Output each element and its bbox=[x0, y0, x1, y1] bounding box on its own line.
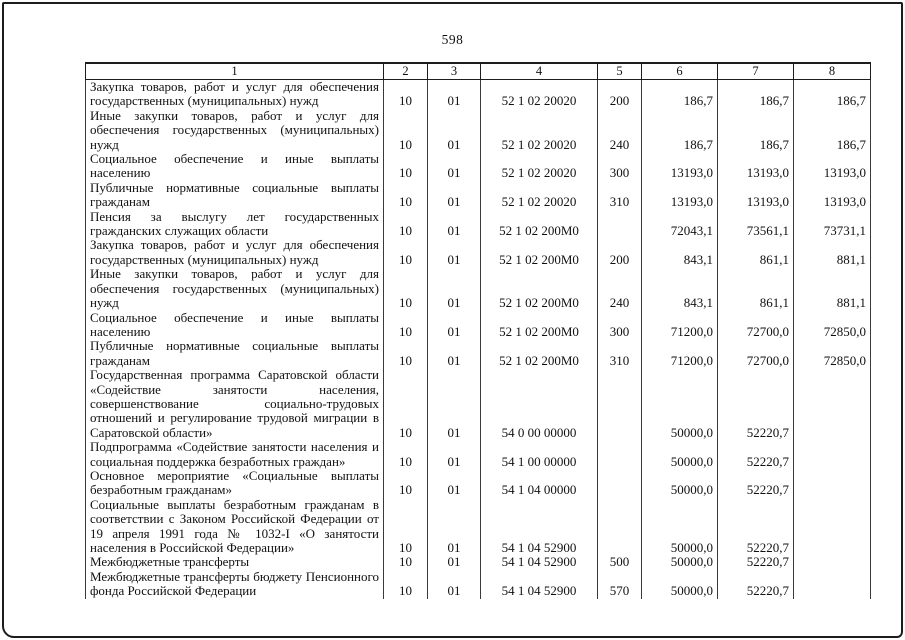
cell-amount-year2: 52220,7 bbox=[718, 440, 794, 469]
cell-expense-type: 240 bbox=[598, 109, 642, 152]
cell-subsection: 01 bbox=[428, 238, 481, 267]
cell-subsection: 01 bbox=[428, 339, 481, 368]
cell-expense-type bbox=[598, 469, 642, 498]
cell-target-article: 52 1 02 200М0 bbox=[481, 267, 598, 310]
header-cell-7: 7 bbox=[718, 63, 794, 80]
header-cell-8: 8 bbox=[794, 63, 871, 80]
cell-section: 10 bbox=[384, 210, 428, 239]
cell-amount-year3: 881,1 bbox=[794, 267, 871, 310]
cell-amount-year1: 13193,0 bbox=[642, 152, 718, 181]
cell-expense-name: Публичные нормативные социальные выплаты гражданам bbox=[86, 339, 384, 368]
cell-expense-type: 200 bbox=[598, 80, 642, 109]
table-row bbox=[86, 80, 871, 109]
cell-amount-year2: 186,7 bbox=[718, 80, 794, 109]
cell-target-article: 52 1 02 20020 bbox=[481, 80, 598, 109]
cell-amount-year1: 50000,0 bbox=[642, 440, 718, 469]
cell-amount-year2: 13193,0 bbox=[718, 152, 794, 181]
cell-amount-year3: 13193,0 bbox=[794, 181, 871, 210]
cell-amount-year2: 52220,7 bbox=[718, 570, 794, 599]
cell-expense-type: 200 bbox=[598, 238, 642, 267]
table-row bbox=[86, 498, 871, 556]
cell-amount-year3: 186,7 bbox=[794, 109, 871, 152]
cell-expense-name: Иные закупки товаров, работ и услуг для обеспечения государственных (муниципальных) нужд bbox=[86, 267, 384, 310]
header-cell-4: 4 bbox=[481, 63, 598, 80]
table-row bbox=[86, 311, 871, 340]
cell-expense-type bbox=[598, 440, 642, 469]
header-cell-5: 5 bbox=[598, 63, 642, 80]
cell-subsection: 01 bbox=[428, 80, 481, 109]
cell-amount-year2: 186,7 bbox=[718, 109, 794, 152]
cell-target-article: 52 1 02 200М0 bbox=[481, 210, 598, 239]
cell-amount-year1: 186,7 bbox=[642, 80, 718, 109]
cell-amount-year2: 72700,0 bbox=[718, 339, 794, 368]
cell-section: 10 bbox=[384, 498, 428, 556]
table-row bbox=[86, 570, 871, 599]
table-header-row bbox=[86, 63, 871, 80]
cell-amount-year3: 72850,0 bbox=[794, 311, 871, 340]
cell-expense-name: Государственная программа Саратовской области «Содействие занятости населения, совершенствование социально-трудовых отношений и регулирование трудовой миграции в Саратовской области» bbox=[86, 368, 384, 440]
cell-section: 10 bbox=[384, 152, 428, 181]
header-cell-2: 2 bbox=[384, 63, 428, 80]
cell-expense-name: Основное мероприятие «Социальные выплаты безработным гражданам» bbox=[86, 469, 384, 498]
cell-expense-type bbox=[598, 368, 642, 440]
cell-amount-year1: 71200,0 bbox=[642, 311, 718, 340]
cell-amount-year1: 72043,1 bbox=[642, 210, 718, 239]
cell-amount-year1: 843,1 bbox=[642, 238, 718, 267]
cell-amount-year1: 50000,0 bbox=[642, 368, 718, 440]
cell-amount-year3: 73731,1 bbox=[794, 210, 871, 239]
cell-amount-year2: 72700,0 bbox=[718, 311, 794, 340]
cell-amount-year2: 861,1 bbox=[718, 238, 794, 267]
cell-amount-year1: 50000,0 bbox=[642, 498, 718, 556]
cell-expense-name: Закупка товаров, работ и услуг для обеспечения государственных (муниципальных) нужд bbox=[86, 238, 384, 267]
cell-amount-year3 bbox=[794, 498, 871, 556]
cell-expense-name: Пенсия за выслугу лет государственных гражданских служащих области bbox=[86, 210, 384, 239]
cell-amount-year1: 843,1 bbox=[642, 267, 718, 310]
cell-amount-year2: 52220,7 bbox=[718, 555, 794, 569]
document-page bbox=[2, 2, 903, 638]
cell-subsection: 01 bbox=[428, 570, 481, 599]
cell-subsection: 01 bbox=[428, 368, 481, 440]
cell-target-article: 52 1 02 200М0 bbox=[481, 339, 598, 368]
table-row bbox=[86, 555, 871, 569]
cell-target-article: 52 1 02 20020 bbox=[481, 152, 598, 181]
cell-expense-name: Межбюджетные трансферты bbox=[86, 555, 384, 569]
cell-expense-name: Социальное обеспечение и иные выплаты населению bbox=[86, 311, 384, 340]
cell-section: 10 bbox=[384, 109, 428, 152]
cell-amount-year3: 881,1 bbox=[794, 238, 871, 267]
header-cell-6: 6 bbox=[642, 63, 718, 80]
cell-amount-year1: 50000,0 bbox=[642, 469, 718, 498]
cell-amount-year1: 186,7 bbox=[642, 109, 718, 152]
cell-section: 10 bbox=[384, 555, 428, 569]
cell-amount-year2: 52220,7 bbox=[718, 498, 794, 556]
header-cell-3: 3 bbox=[428, 63, 481, 80]
cell-amount-year3 bbox=[794, 555, 871, 569]
cell-target-article: 54 1 04 00000 bbox=[481, 469, 598, 498]
cell-amount-year2: 73561,1 bbox=[718, 210, 794, 239]
table-row bbox=[86, 238, 871, 267]
cell-amount-year3 bbox=[794, 570, 871, 599]
cell-subsection: 01 bbox=[428, 152, 481, 181]
header-cell-1: 1 bbox=[86, 63, 384, 80]
cell-target-article: 52 1 02 20020 bbox=[481, 181, 598, 210]
cell-amount-year3: 13193,0 bbox=[794, 152, 871, 181]
cell-amount-year3 bbox=[794, 368, 871, 440]
cell-section: 10 bbox=[384, 440, 428, 469]
cell-expense-type: 300 bbox=[598, 311, 642, 340]
cell-section: 10 bbox=[384, 181, 428, 210]
cell-expense-type: 310 bbox=[598, 181, 642, 210]
cell-expense-type: 310 bbox=[598, 339, 642, 368]
cell-amount-year3 bbox=[794, 469, 871, 498]
cell-target-article: 54 1 00 00000 bbox=[481, 440, 598, 469]
cell-section: 10 bbox=[384, 368, 428, 440]
cell-expense-type: 240 bbox=[598, 267, 642, 310]
cell-section: 10 bbox=[384, 267, 428, 310]
cell-target-article: 52 1 02 20020 bbox=[481, 109, 598, 152]
cell-expense-name: Социальное обеспечение и иные выплаты населению bbox=[86, 152, 384, 181]
cell-target-article: 54 1 04 52900 bbox=[481, 555, 598, 569]
cell-amount-year1: 50000,0 bbox=[642, 570, 718, 599]
cell-section: 10 bbox=[384, 238, 428, 267]
cell-amount-year2: 13193,0 bbox=[718, 181, 794, 210]
cell-amount-year1: 71200,0 bbox=[642, 339, 718, 368]
cell-subsection: 01 bbox=[428, 210, 481, 239]
cell-amount-year3 bbox=[794, 440, 871, 469]
cell-amount-year2: 52220,7 bbox=[718, 368, 794, 440]
cell-expense-type: 500 bbox=[598, 555, 642, 569]
table-body bbox=[86, 80, 871, 599]
cell-target-article: 54 1 04 52900 bbox=[481, 498, 598, 556]
cell-amount-year2: 52220,7 bbox=[718, 469, 794, 498]
cell-subsection: 01 bbox=[428, 469, 481, 498]
budget-table bbox=[85, 62, 871, 599]
cell-section: 10 bbox=[384, 311, 428, 340]
cell-expense-type bbox=[598, 498, 642, 556]
cell-expense-type: 300 bbox=[598, 152, 642, 181]
table-row bbox=[86, 368, 871, 440]
table-row bbox=[86, 440, 871, 469]
cell-subsection: 01 bbox=[428, 267, 481, 310]
cell-expense-type bbox=[598, 210, 642, 239]
table-row bbox=[86, 267, 871, 310]
cell-target-article: 52 1 02 200М0 bbox=[481, 238, 598, 267]
cell-expense-name: Подпрограмма «Содействие занятости населения и социальная поддержка безработных граждан» bbox=[86, 440, 384, 469]
table-row bbox=[86, 181, 871, 210]
cell-target-article: 54 1 04 52900 bbox=[481, 570, 598, 599]
cell-section: 10 bbox=[384, 80, 428, 109]
cell-expense-name: Закупка товаров, работ и услуг для обеспечения государственных (муниципальных) нужд bbox=[86, 80, 384, 109]
table-row bbox=[86, 109, 871, 152]
cell-expense-type: 570 bbox=[598, 570, 642, 599]
cell-subsection: 01 bbox=[428, 440, 481, 469]
table-row bbox=[86, 339, 871, 368]
table-row bbox=[86, 210, 871, 239]
cell-amount-year3: 72850,0 bbox=[794, 339, 871, 368]
cell-expense-name: Публичные нормативные социальные выплаты гражданам bbox=[86, 181, 384, 210]
table-row bbox=[86, 469, 871, 498]
cell-expense-name: Межбюджетные трансферты бюджету Пенсионного фонда Российской Федерации bbox=[86, 570, 384, 599]
cell-section: 10 bbox=[384, 469, 428, 498]
cell-amount-year1: 13193,0 bbox=[642, 181, 718, 210]
cell-section: 10 bbox=[384, 339, 428, 368]
cell-amount-year2: 861,1 bbox=[718, 267, 794, 310]
cell-subsection: 01 bbox=[428, 109, 481, 152]
cell-amount-year1: 50000,0 bbox=[642, 555, 718, 569]
cell-amount-year3: 186,7 bbox=[794, 80, 871, 109]
cell-section: 10 bbox=[384, 570, 428, 599]
cell-expense-name: Социальные выплаты безработным гражданам в соответствии с Законом Российской Федерации от 19 апреля 1991 года № 1032-I «О занятости населения в Российской Федерации» bbox=[86, 498, 384, 556]
table-row bbox=[86, 152, 871, 181]
page-number: 598 bbox=[441, 32, 464, 47]
cell-subsection: 01 bbox=[428, 555, 481, 569]
cell-target-article: 52 1 02 200М0 bbox=[481, 311, 598, 340]
cell-subsection: 01 bbox=[428, 311, 481, 340]
cell-subsection: 01 bbox=[428, 498, 481, 556]
cell-subsection: 01 bbox=[428, 181, 481, 210]
cell-target-article: 54 0 00 00000 bbox=[481, 368, 598, 440]
cell-expense-name: Иные закупки товаров, работ и услуг для обеспечения государственных (муниципальных) нужд bbox=[86, 109, 384, 152]
